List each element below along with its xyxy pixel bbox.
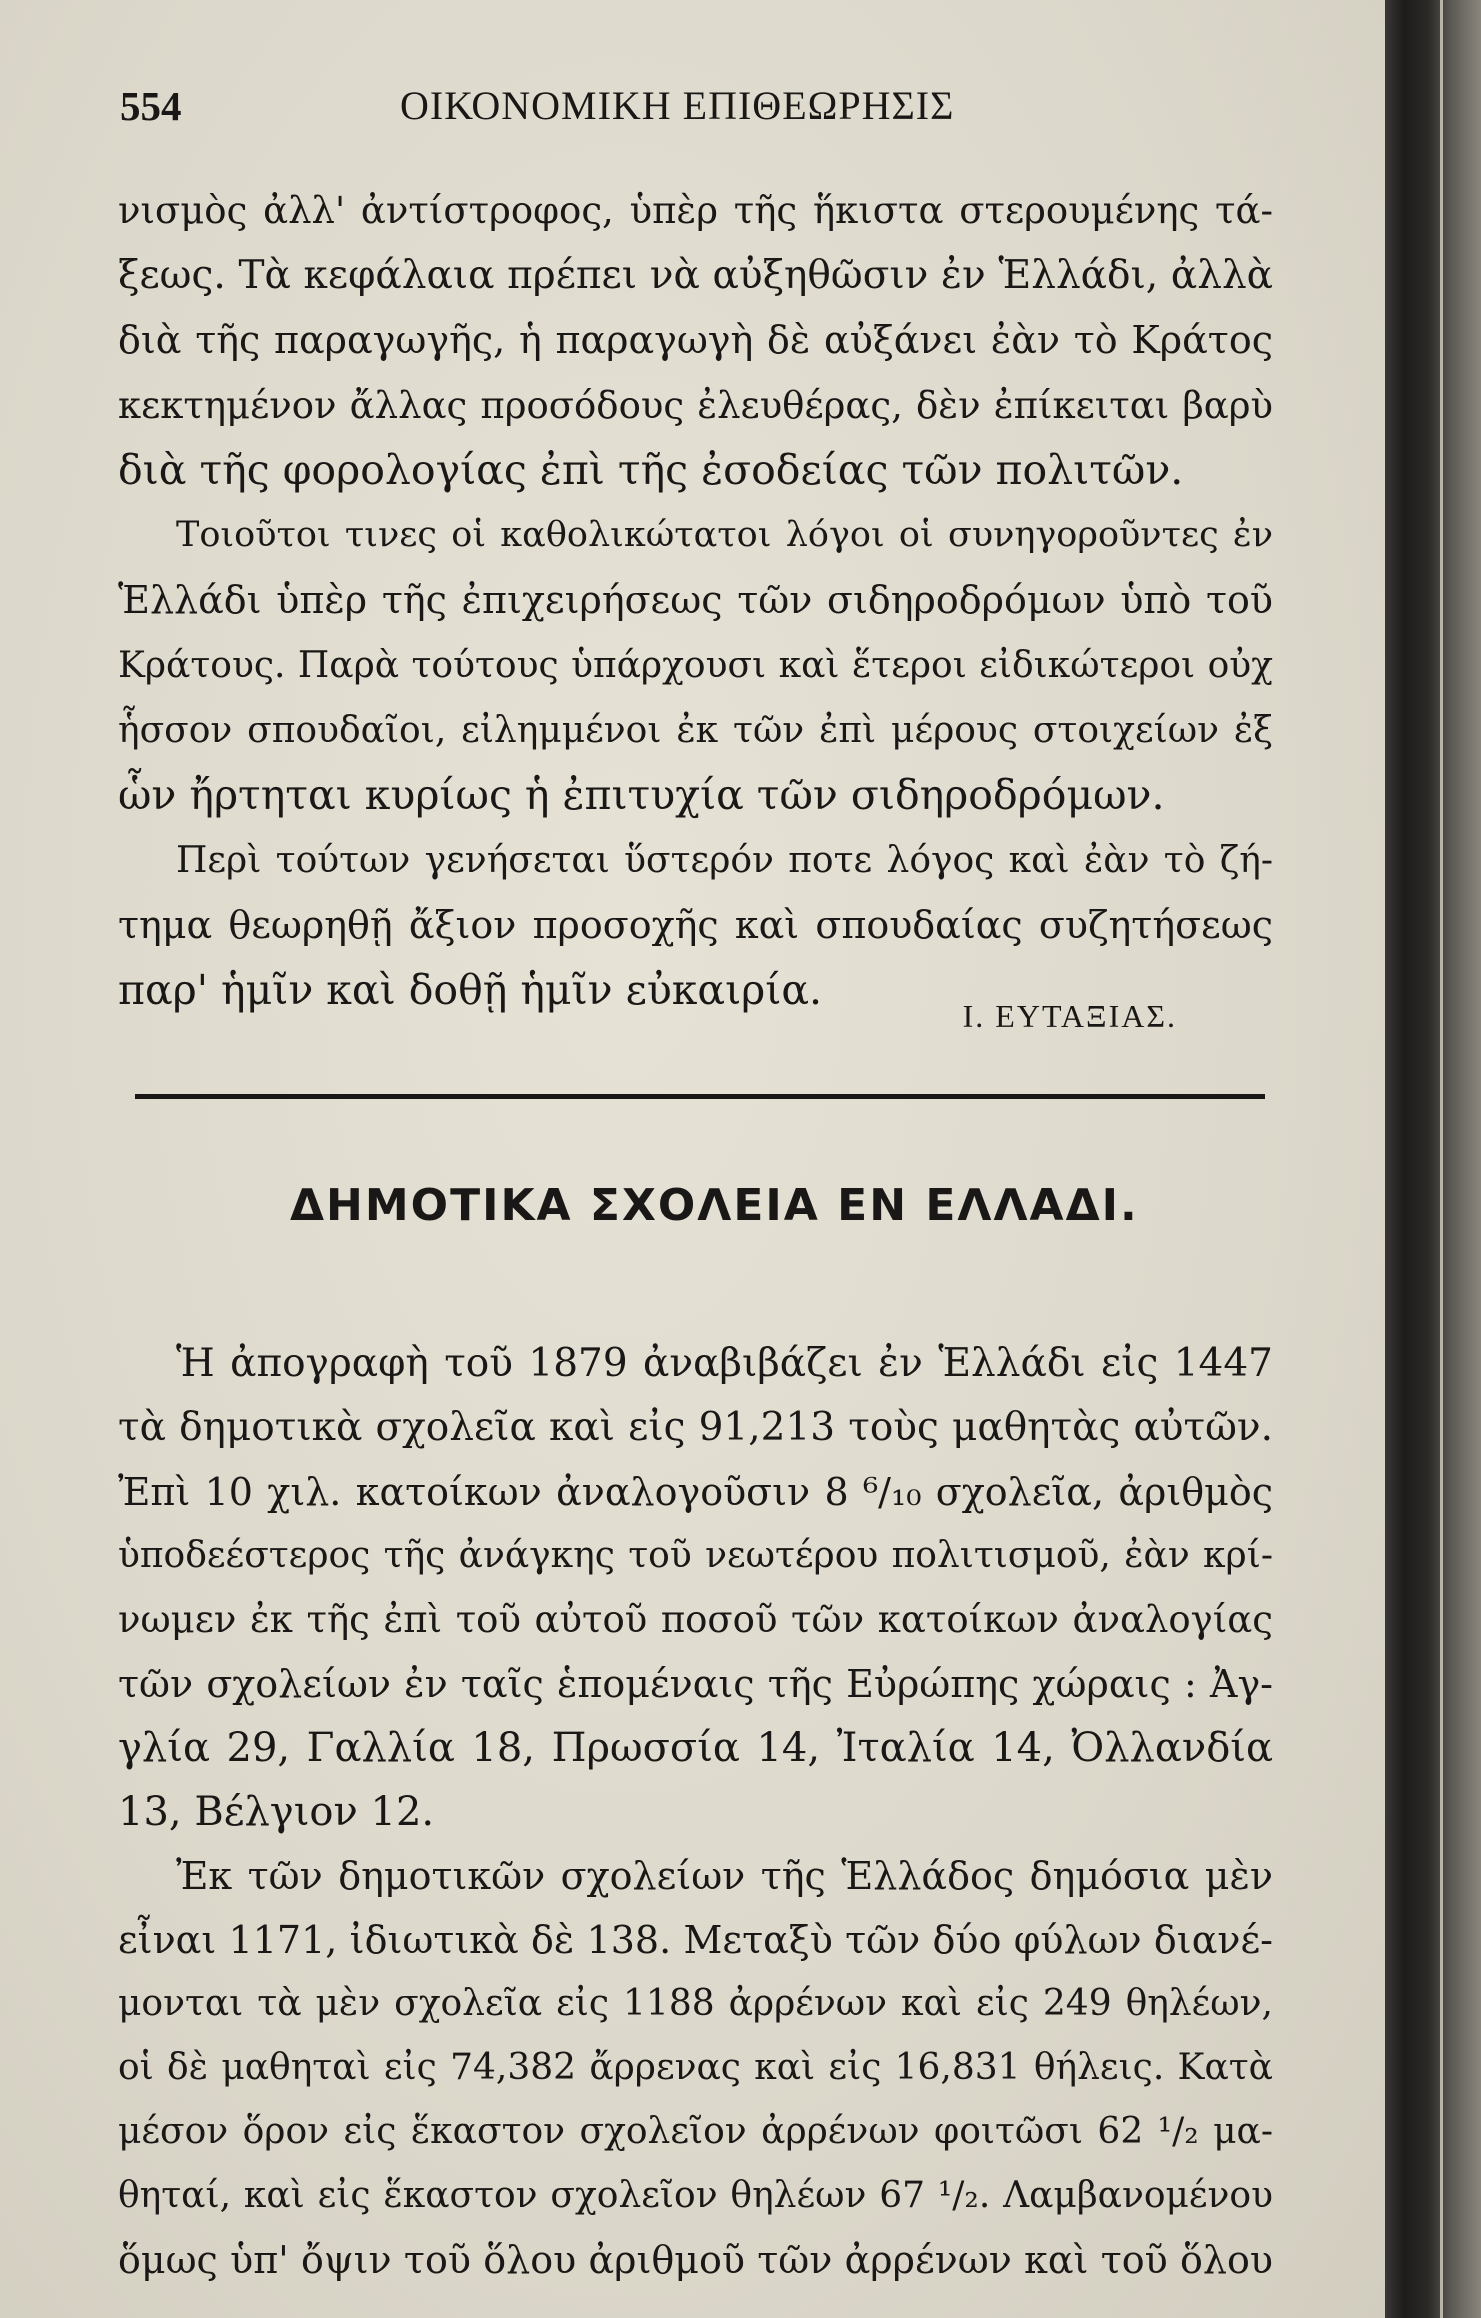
text-line: διὰ τῆς φορολογίας ἐπὶ τῆς ἐσοδείας τῶν πολιτῶν.	[118, 446, 1184, 494]
text-line: διὰ τῆς παραγωγῆς, ἡ παραγωγὴ δὲ αὐξάνει ἐὰν τὸ Κράτος	[118, 318, 1273, 362]
text-line: κεκτημένον ἄλλας προσόδους ἐλευθέρας, δὲν ἐπίκειται βαρὺ	[118, 384, 1273, 427]
text-line: εἶναι 1171, ἰδιωτικὰ δὲ 138. Μεταξὺ τῶν δύο φύλων διανέ-	[118, 1918, 1273, 1962]
section-title: ΔΗΜΟΤΙΚΑ ΣΧΟΛΕΙΑ ΕΝ ΕΛΛΑΔΙ.	[290, 1180, 1139, 1231]
text-line: ὧν ἤρτηται κυρίως ἡ ἐπιτυχία τῶν σιδηροδρόμων.	[118, 771, 1165, 819]
text-line: ἧσσον σπουδαῖοι, εἰλημμένοι ἐκ τῶν ἐπὶ μέρους στοιχείων ἐξ	[118, 710, 1273, 751]
text-line: μέσον ὅρον εἰς ἕκαστον σχολεῖον ἀρρένων φοιτῶσι 62 ¹/₂ μα-	[118, 2111, 1273, 2152]
text-line: Περὶ τούτων γενήσεται ὕστερόν ποτε λόγος καὶ ἐὰν τὸ ζή-	[176, 840, 1273, 881]
text-line: τὰ δημοτικὰ σχολεῖα καὶ εἰς 91,213 τοὺς μαθητὰς αὐτῶν.	[118, 1405, 1273, 1450]
text-line: ξεως. Τὰ κεφάλαια πρέπει νὰ αὐξηθῶσιν ἐν Ἑλλάδι, ἀλλὰ	[118, 253, 1273, 298]
text-line: Ἡ ἀπογραφὴ τοῦ 1879 ἀναβιβάζει ἐν Ἑλλάδι εἰς 1447	[176, 1341, 1273, 1386]
text-line: ὅμως ὑπ' ὄψιν τοῦ ὅλου ἀριθμοῦ τῶν ἀρρένων καὶ τοῦ ὅλου	[118, 2238, 1273, 2282]
text-line: Ἐκ τῶν δημοτικῶν σχολείων τῆς Ἑλλάδος δημόσια μὲν	[176, 1854, 1273, 1898]
article-railways-text	[118, 178, 1273, 1023]
text-line: Κράτους. Παρὰ τούτους ὑπάρχουσι καὶ ἕτεροι εἰδικώτεροι οὐχ	[118, 645, 1273, 686]
text-line: παρ' ἡμῖν καὶ δοθῇ ἡμῖν εὐκαιρία.	[118, 966, 823, 1014]
article-schools-text	[118, 1332, 1273, 2292]
text-line: 13, Βέλγιον 12.	[118, 1789, 435, 1835]
text-line: θηταί, καὶ εἰς ἕκαστον σχολεῖον θηλέων 67 ¹/₂. Λαμβανομένου	[118, 2175, 1273, 2216]
running-head: ΟΙΚΟΝΟΜΙΚΗ ΕΠΙΘΕΩΡΗΣΙΣ	[400, 83, 955, 128]
book-binding-shadow	[1385, 0, 1481, 2318]
page-number: 554	[120, 83, 182, 129]
text-line: οἱ δὲ μαθηταὶ εἰς 74,382 ἄρρενας καὶ εἰς 16,831 θήλεις. Κατὰ	[118, 2047, 1273, 2088]
section-divider	[135, 1094, 1265, 1099]
text-line: Ἑλλάδι ὑπὲρ τῆς ἐπιχειρήσεως τῶν σιδηροδρόμων ὑπὸ τοῦ	[118, 578, 1273, 622]
text-line: ὑποδεέστερος τῆς ἀνάγκης τοῦ νεωτέρου πολιτισμοῦ, ἐὰν κρί-	[118, 1535, 1273, 1576]
text-line: Ἐπὶ 10 χιλ. κατοίκων ἀναλογοῦσιν 8 ⁶/₁₀ σχολεῖα, ἀριθμὸς	[118, 1470, 1273, 1514]
text-line: Τοιοῦτοι τινες οἱ καθολικώτατοι λόγοι οἱ συνηγοροῦντες ἐν	[176, 515, 1273, 555]
binding-edge	[1440, 0, 1443, 2318]
text-line: τημα θεωρηθῇ ἄξιον προσοχῆς καὶ σπουδαίας συζητήσεως	[118, 903, 1273, 947]
text-line: γλία 29, Γαλλία 18, Πρωσσία 14, Ἰταλία 14, Ὀλλανδία	[118, 1725, 1273, 1771]
page-header	[120, 82, 1270, 142]
text-line: νισμὸς ἀλλ' ἀντίστροφος, ὑπὲρ τῆς ἥκιστα στερουμένης τά-	[118, 189, 1273, 232]
text-line: τῶν σχολείων ἐν ταῖς ἑπομέναις τῆς Εὐρώπης χώραις : Ἀγ-	[118, 1662, 1273, 1706]
author-signature: Ι. ΕΥΤΑΞΙΑΣ.	[962, 998, 1177, 1034]
text-line: μονται τὰ μὲν σχολεῖα εἰς 1188 ἀρρένων καὶ εἰς 249 θηλέων,	[118, 1983, 1273, 2024]
text-line: νωμεν ἐκ τῆς ἐπὶ τοῦ αὐτοῦ ποσοῦ τῶν κατοίκων ἀναλογίας	[118, 1598, 1273, 1641]
